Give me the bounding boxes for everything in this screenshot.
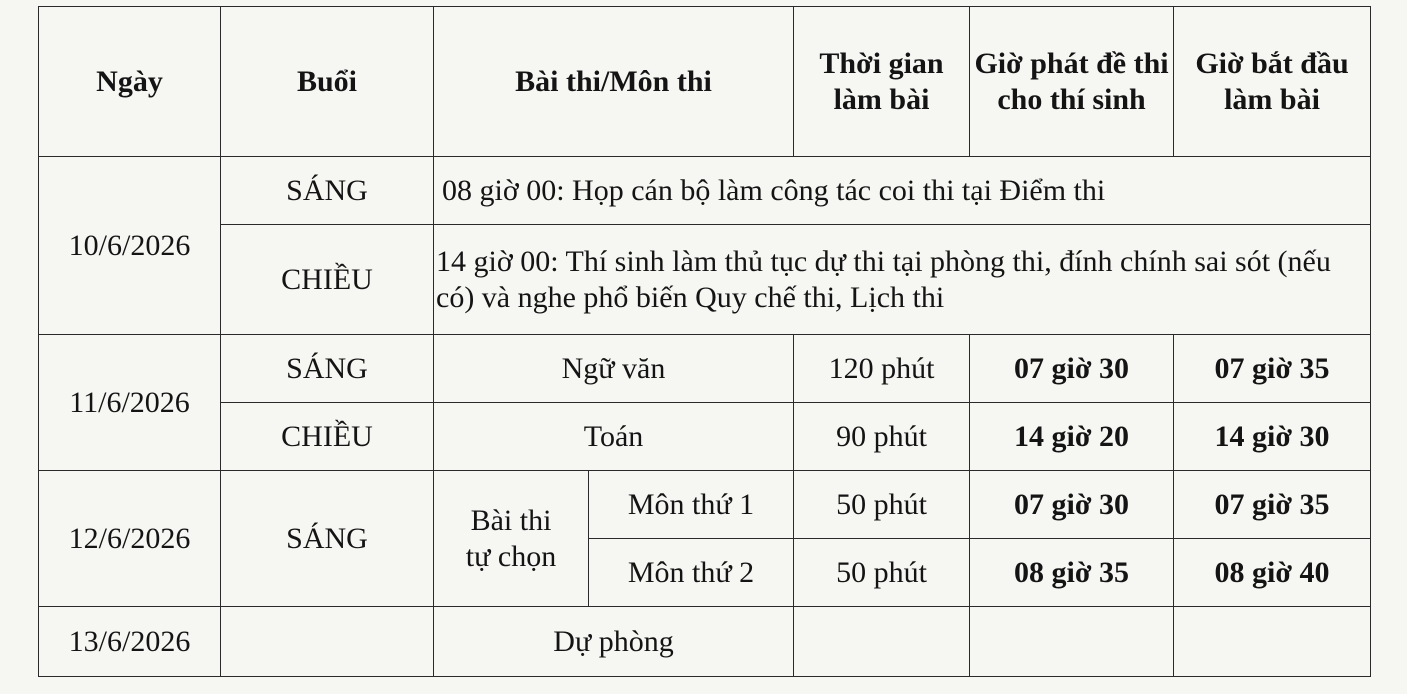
header-ngay: Ngày <box>39 7 221 157</box>
subject-cell: Môn thứ 2 <box>589 539 794 607</box>
session-cell <box>221 607 434 677</box>
header-gio-bat-dau: Giờ bắt đầu làm bài <box>1174 7 1371 157</box>
hand-out-time-cell: 07 giờ 30 <box>970 471 1174 539</box>
table-row <box>39 157 1371 225</box>
hand-out-time-cell <box>970 607 1174 677</box>
subject-cell: Toán <box>434 403 794 471</box>
header-row <box>39 7 1371 157</box>
note-cell: Dự phòng <box>434 607 794 677</box>
exam-schedule-table <box>38 6 1371 677</box>
subject-cell: Môn thứ 1 <box>589 471 794 539</box>
session-cell: SÁNG <box>221 335 434 403</box>
duration-cell: 50 phút <box>794 471 970 539</box>
header-gio-phat-de: Giờ phát đề thi cho thí sinh <box>970 7 1174 157</box>
table-row <box>39 471 1371 539</box>
date-cell: 10/6/2026 <box>39 157 221 335</box>
start-time-cell <box>1174 607 1371 677</box>
subject-cell: Ngữ văn <box>434 335 794 403</box>
date-cell: 11/6/2026 <box>39 335 221 471</box>
table-row <box>39 225 1371 335</box>
session-cell: SÁNG <box>221 157 434 225</box>
start-time-cell: 14 giờ 30 <box>1174 403 1371 471</box>
header-bai-thi: Bài thi/Môn thi <box>434 7 794 157</box>
duration-cell: 50 phút <box>794 539 970 607</box>
start-time-cell: 08 giờ 40 <box>1174 539 1371 607</box>
session-cell: CHIỀU <box>221 225 434 335</box>
hand-out-time-cell: 07 giờ 30 <box>970 335 1174 403</box>
note-cell: 08 giờ 00: Họp cán bộ làm công tác coi thi tại Điểm thi <box>434 157 1371 225</box>
hand-out-time-cell: 08 giờ 35 <box>970 539 1174 607</box>
elective-group-label: Bài thi tự chọn <box>465 503 557 573</box>
duration-cell: 90 phút <box>794 403 970 471</box>
table-row <box>39 335 1371 403</box>
date-cell: 12/6/2026 <box>39 471 221 607</box>
hand-out-time-cell: 14 giờ 20 <box>970 403 1174 471</box>
table-row <box>39 403 1371 471</box>
start-time-cell: 07 giờ 35 <box>1174 471 1371 539</box>
table-row <box>39 607 1371 677</box>
start-time-cell: 07 giờ 35 <box>1174 335 1371 403</box>
session-cell: SÁNG <box>221 471 434 607</box>
duration-cell <box>794 607 970 677</box>
session-cell: CHIỀU <box>221 403 434 471</box>
note-cell: 14 giờ 00: Thí sinh làm thủ tục dự thi tại phòng thi, đính chính sai sót (nếu có) và nghe phổ biến Quy chế thi, Lịch thi <box>434 225 1371 335</box>
elective-group-cell <box>434 471 589 607</box>
header-buoi: Buổi <box>221 7 434 157</box>
duration-cell: 120 phút <box>794 335 970 403</box>
date-cell: 13/6/2026 <box>39 607 221 677</box>
header-thoi-gian: Thời gian làm bài <box>794 7 970 157</box>
